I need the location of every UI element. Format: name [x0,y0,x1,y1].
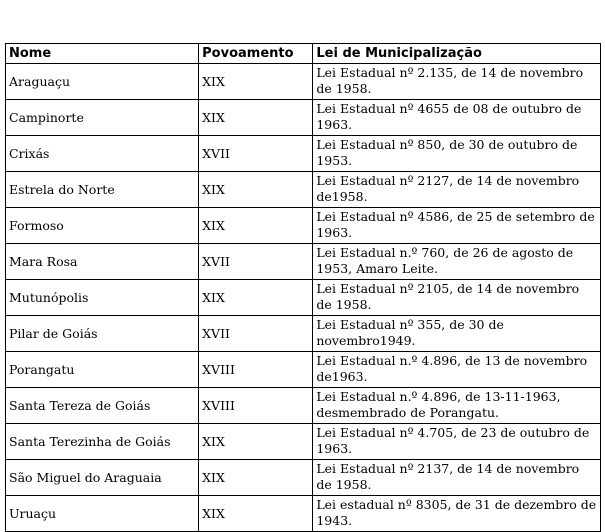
cell-povoamento: XVIII [199,352,313,388]
cell-povoamento: XVIII [199,388,313,424]
table-row [6,424,601,460]
cell-lei-municipalizacao: Lei Estadual nº 850, de 30 de outubro de 1953. [313,136,601,172]
cell-povoamento: XIX [199,460,313,496]
table-row [6,388,601,424]
table-row [6,496,601,532]
table-row [6,64,601,100]
cell-lei-municipalizacao: Lei Estadual nº 355, de 30 de novembro1949. [313,316,601,352]
cell-povoamento: XVII [199,244,313,280]
cell-povoamento: XIX [199,64,313,100]
cell-lei-municipalizacao: Lei Estadual nº 2137, de 14 de novembro de 1958. [313,460,601,496]
municipios-table [5,43,601,532]
cell-nome: Uruaçu [6,496,199,532]
cell-nome: Mutunópolis [6,280,199,316]
cell-povoamento: XIX [199,280,313,316]
cell-lei-municipalizacao: Lei Estadual n.º 4.896, de 13 de novembro de1963. [313,352,601,388]
cell-povoamento: XIX [199,496,313,532]
cell-nome: Crixás [6,136,199,172]
cell-nome: Pilar de Goiás [6,316,199,352]
cell-nome: Estrela do Norte [6,172,199,208]
table-row [6,172,601,208]
table-row [6,208,601,244]
cell-nome: Campinorte [6,100,199,136]
table-row [6,460,601,496]
table-body [6,64,601,532]
cell-lei-municipalizacao: Lei Estadual nº 2.135, de 14 de novembro de 1958. [313,64,601,100]
header-povoamento: Povoamento [199,44,313,64]
cell-nome: Porangatu [6,352,199,388]
cell-povoamento: XIX [199,424,313,460]
cell-lei-municipalizacao: Lei Estadual n.º 4.896, de 13-11-1963, desmembrado de Porangatu. [313,388,601,424]
cell-nome: Araguaçu [6,64,199,100]
header-lei-municipalizacao: Lei de Municipalização [313,44,601,64]
cell-lei-municipalizacao: Lei Estadual n.º 760, de 26 de agosto de 1953, Amaro Leite. [313,244,601,280]
table-row [6,244,601,280]
header-row [6,44,601,64]
cell-povoamento: XVII [199,316,313,352]
cell-nome: Mara Rosa [6,244,199,280]
table-row [6,352,601,388]
cell-lei-municipalizacao: Lei estadual nº 8305, de 31 de dezembro de 1943. [313,496,601,532]
table-header [6,44,601,64]
table-row [6,136,601,172]
cell-nome: Santa Terezinha de Goiás [6,424,199,460]
cell-nome: São Miguel do Araguaia [6,460,199,496]
cell-lei-municipalizacao: Lei Estadual nº 4.705, de 23 de outubro de 1963. [313,424,601,460]
cell-povoamento: XIX [199,172,313,208]
cell-povoamento: XIX [199,100,313,136]
cell-lei-municipalizacao: Lei Estadual nº 2127, de 14 de novembro de1958. [313,172,601,208]
header-nome: Nome [6,44,199,64]
cell-lei-municipalizacao: Lei Estadual nº 2105, de 14 de novembro de 1958. [313,280,601,316]
table-row [6,316,601,352]
cell-povoamento: XVII [199,136,313,172]
table-row [6,100,601,136]
cell-nome: Formoso [6,208,199,244]
table-row [6,280,601,316]
cell-lei-municipalizacao: Lei Estadual nº 4586, de 25 de setembro de 1963. [313,208,601,244]
cell-povoamento: XIX [199,208,313,244]
cell-lei-municipalizacao: Lei Estadual nº 4655 de 08 de outubro de 1963. [313,100,601,136]
cell-nome: Santa Tereza de Goiás [6,388,199,424]
